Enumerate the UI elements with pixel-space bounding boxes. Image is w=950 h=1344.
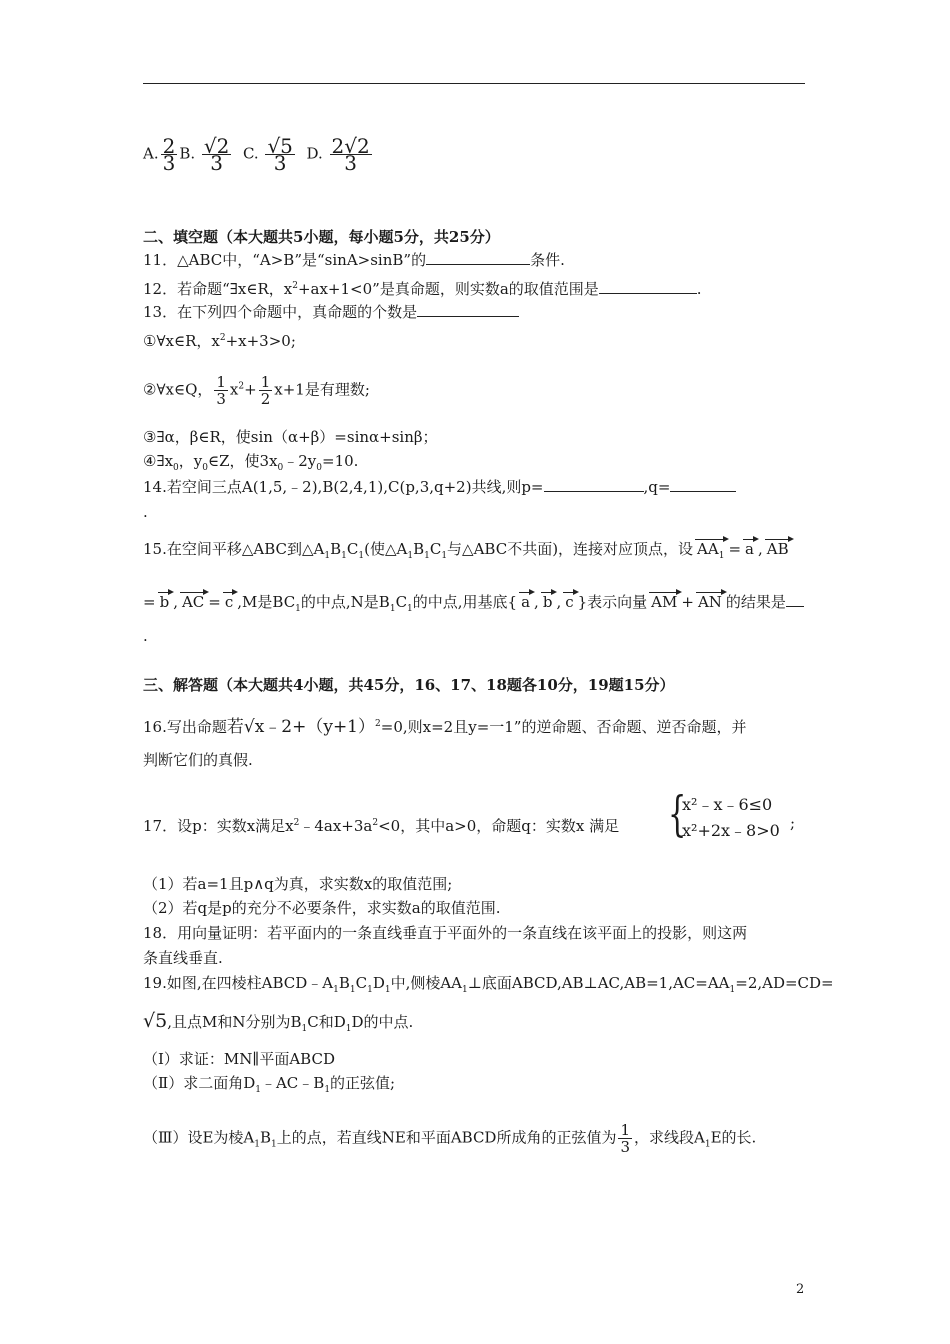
question-15-line2: = b , AC = c ,M是$BC_1$的中点,N是$B_1C_1$的中点,用基底{ a , b , c }表示向量 AM + AN 的结果是 xyxy=(143,592,804,619)
question-16: 16.写出命题若$√x﹣2+(y+1)^2=0$,则x=2且y=一1”的逆命题、否命题、逆否命题，并 xyxy=(143,717,747,737)
vector-AM: AM xyxy=(651,593,678,611)
header-rule xyxy=(143,83,805,84)
question-18-line2: 条直线垂直. xyxy=(143,949,223,967)
question-11: 11．△ABC中，“A>B”是“sinA>sinB”的 条件. xyxy=(143,251,565,269)
vector-a: a xyxy=(745,540,754,558)
option-c-label: C. xyxy=(242,144,259,163)
fraction-one-third: $\frac{1}{3}$ xyxy=(216,373,226,408)
option-a-label: A. xyxy=(143,144,159,163)
question-13: 13．在下列四个命题中，真命题的个数是 xyxy=(143,302,519,322)
answer-blank xyxy=(426,250,530,265)
question-16-line2: 判断它们的真假. xyxy=(143,751,253,769)
answer-blank xyxy=(417,302,519,317)
section3-heading: 三、解答题（本大题共4小题，共45分，16、17、18题各10分，19题15分） xyxy=(143,676,675,694)
question-15-line1: 15.在空间平移△ABC到$\triangle A_1B_1C_1$(使$\triangle A_1B_1C_1$与△ABC不共面)，连接对应顶点，设 $AA_1 = a$ , AB xyxy=(143,539,793,566)
section2-heading: 二、填空题（本大题共5小题，每小题5分，共25分） xyxy=(143,228,500,246)
answer-blank xyxy=(599,279,697,294)
q13-item-1: ①∀x∈R，$x^2+x+3>0$; xyxy=(143,332,296,350)
vector-AA1: $AA_1$ xyxy=(695,539,726,565)
vector-b: b xyxy=(159,593,170,611)
fraction-one-half: $\frac{1}{2}$ xyxy=(260,373,271,408)
question-19-line2: √5,且点M和N分别为$B_1C$和$D_1D$的中点. xyxy=(143,1010,414,1034)
fraction-one-third: $\frac{1}{3}$ xyxy=(620,1121,631,1156)
vector-c: c xyxy=(565,593,574,611)
option-d-label: D. xyxy=(306,144,323,163)
question-17: 17．设p：实数x满足$x^2﹣4ax+3a^2<0$，其中a>0，命题q：实数x 满足 xyxy=(143,817,620,835)
question-18: 18．用向量证明：若平面内的一条直线垂直于平面外的一条直线在该平面上的投影，则这两 xyxy=(143,924,748,942)
q19-part-I: （Ⅰ）求证：MN∥平面ABCD xyxy=(143,1050,335,1068)
question-19: 19.如图,在四棱柱$ABCD﹣A_1B_1C_1D_1$中,侧棱$AA_1\perp$底面$ABCD,AB\perp AC,AB=1,AC=AA_1=2,AD=CD=$ xyxy=(143,974,834,995)
vector-AB: AB xyxy=(766,540,789,558)
option-c-fraction: $\frac{√5}{3}$ xyxy=(267,134,293,175)
q19-part-III: （Ⅲ）设E为棱$A_1B_1$上的点，若直线NE和平面ABCD所成角的正弦值为 $\frac{1}{3}$ ，求线段$A_1E$的长. xyxy=(143,1121,757,1156)
answer-blank xyxy=(670,477,736,492)
answer-blank xyxy=(544,477,644,492)
brace-icon: { xyxy=(668,786,687,842)
option-d-fraction: $\frac{2√2}{3}$ xyxy=(331,134,370,175)
answer-options xyxy=(143,134,374,175)
q19-part-II: （Ⅱ）求二面角$D_1﹣AC﹣B_1$的正弦值; xyxy=(143,1074,396,1095)
question-14: 14.若空间三点A(1,5,﹣2),B(2,4,1),C(p,3,q+2)共线,则p= ,q= xyxy=(143,477,736,497)
q13-item-2: ②∀x∈Q， $\frac{1}{3}$ $x^2+$ $\frac{1}{2}$ x+1是有理数; xyxy=(143,373,370,408)
q17-part-1: （1）若a=1且p∧q为真，求实数x的取值范围; xyxy=(143,875,453,893)
inequality-system: { x²﹣x﹣6≤0 x²+2x﹣8>0 xyxy=(668,786,780,842)
vector-AC: AC xyxy=(181,593,205,611)
q14-end: . xyxy=(143,503,148,521)
q17-semicolon: ; xyxy=(790,814,796,832)
vector-c: c xyxy=(224,593,234,611)
option-b-label: B. xyxy=(179,144,196,163)
q15-end: . xyxy=(143,627,148,645)
option-a-fraction: $\frac{2}{3}$ xyxy=(162,134,176,175)
question-12: 12．若命题“∃x∈R，$x^2+ax+1<0$”是真命题，则实数a的取值范围是 . xyxy=(143,280,702,298)
q13-item-3: ③∃α，β∈R，使sin（α+β）=sinα+sinβ； xyxy=(143,428,438,446)
vector-b: b xyxy=(542,593,553,611)
q13-item-4: $④\exists x_0$，$y_0\in Z$，使$3x_0﹣2y_0=10$. xyxy=(143,452,359,473)
page-number: 2 xyxy=(796,1282,805,1297)
option-b-fraction: $\frac{√2}{3}$ xyxy=(203,134,230,175)
q17-part-2: （2）若q是p的充分不必要条件，求实数a的取值范围. xyxy=(143,899,501,917)
vector-a: a xyxy=(521,593,531,611)
answer-blank xyxy=(786,592,804,607)
vector-AN: AN xyxy=(697,593,722,611)
